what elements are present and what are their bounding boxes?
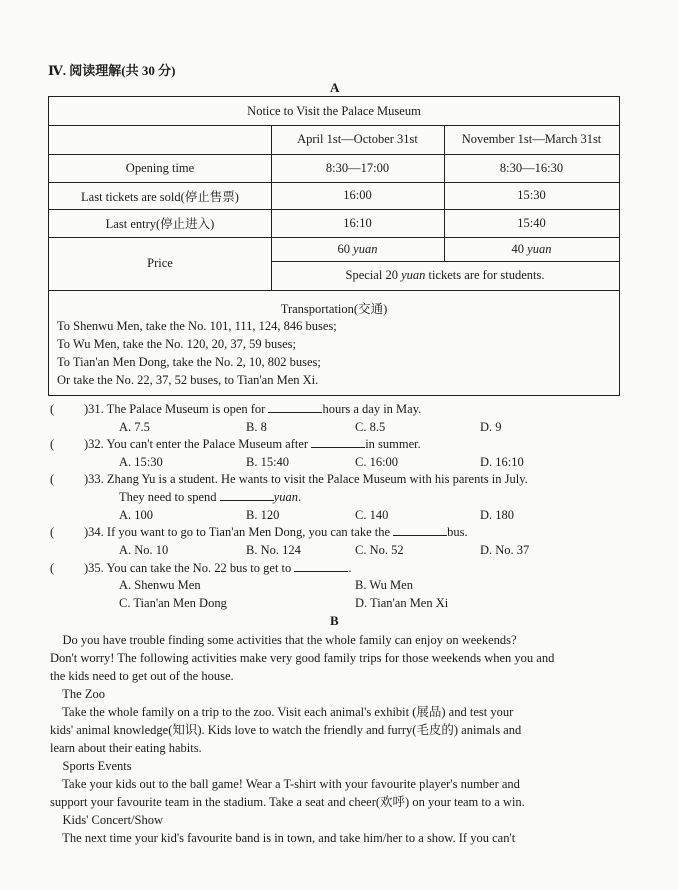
table-title: Notice to Visit the Palace Museum [247,103,421,118]
row-label: Last tickets are sold(停止售票) [81,189,239,204]
transport-line: To Wu Men, take the No. 120, 20, 37, 59 buses; [57,337,296,351]
question-text: )34. If you want to go to Tian'an Men Dong, you can take the [84,525,391,539]
option: B. 8 [246,420,267,434]
price-value: 40 [511,241,525,256]
option: B. 15:40 [246,455,290,469]
price-adult-1 [271,237,444,261]
passage-heading: Sports Events [50,759,132,773]
option: A. 100 [119,508,154,522]
transport-line: To Tian'an Men Dong, take the No. 2, 10, 802 buses; [57,355,321,369]
price-label: Price [147,256,173,270]
option: D. 180 [480,508,515,522]
passage-heading: Kids' Concert/Show [50,813,164,827]
question-text: )32. You can't enter the Palace Museum after [84,437,309,451]
row-value: 16:00 [343,188,372,202]
yuan-unit: yuan [401,268,426,282]
row-value: 15:30 [517,188,546,202]
question-31 [84,402,421,417]
price-adult-2 [444,237,619,261]
period-2-header: November 1st—March 31st [461,132,602,146]
row-label: Last entry(停止进入) [105,217,215,231]
yuan-unit: yuan [273,490,298,504]
option: C. No. 52 [355,543,404,557]
row-value: 8:30—17:00 [325,160,390,175]
student-price-note [271,261,619,290]
row-value: 16:10 [343,215,372,230]
notice-table [48,96,620,396]
option: C. 16:00 [355,455,399,469]
option: D. 16:10 [480,455,524,469]
option: A. No. 10 [119,543,169,557]
question-text: )31. The Palace Museum is open for [84,402,266,416]
question-text: . [348,561,352,575]
question-text: bus. [447,525,468,539]
passage-line: The next time your kid's favourite band is in town, and take him/her to a show. If you can't [50,831,516,845]
row-value: 15:40 [517,215,546,230]
question-paren: ( [50,561,55,575]
section-title: Ⅳ. 阅读理解(共 30 分) [48,63,176,78]
passage-line: support your favourite team in the stadium. Take a seat and cheer(欢呼) on your team to a win. [50,795,525,809]
row-value: 8:30—16:30 [499,160,564,175]
question-text: They need to spend [119,490,217,504]
yuan-unit: yuan [353,241,378,256]
passage-line: Take your kids out to the ball game! Wear a T-shirt with your favourite player's number and [50,777,520,791]
answer-blank[interactable] [220,490,274,501]
question-text: hours a day in May. [322,402,422,416]
passage-line: kids' animal knowledge(知识). Kids love to watch the friendly and furry(毛皮的) animals and [50,723,522,737]
question-32 [84,437,421,452]
passage-line: Do you have trouble finding some activities that the whole family can enjoy on weekends? [50,633,517,647]
passage-line: learn about their eating habits. [50,741,202,755]
option: A. 7.5 [119,420,150,434]
option: C. 8.5 [355,420,386,434]
option: A. Shenwu Men [119,578,201,592]
question-paren: ( [50,402,55,416]
option: B. No. 124 [246,543,301,557]
yuan-unit: yuan [527,241,552,256]
question-paren: ( [50,437,55,451]
passage-line: Take the whole family on a trip to the zoo. Visit each animal's exhibit (展品) and test your [50,705,514,719]
option: D. Tian'an Men Xi [355,596,449,610]
answer-blank[interactable] [311,437,365,448]
question-35 [84,561,352,576]
question-text: in summer. [365,437,421,451]
answer-blank[interactable] [393,525,447,536]
transport-line: To Shenwu Men, take the No. 101, 111, 124, 846 buses; [57,319,337,333]
transport-line: Or take the No. 22, 37, 52 buses, to Tian'an Men Xi. [57,373,319,387]
passage-line: the kids need to get out of the house. [50,669,234,683]
answer-blank[interactable] [294,561,348,572]
period-1-header: April 1st—October 31st [297,132,418,146]
option: B. Wu Men [355,578,413,592]
question-33-line2: They need to spend yuan. [119,490,302,504]
question-34 [84,525,468,540]
price-value: 60 [337,241,351,256]
question-33: )33. Zhang Yu is a student. He wants to visit the Palace Museum with his parents in July. [84,472,528,486]
part-a-label: A [330,80,340,95]
passage-line: Don't worry! The following activities make very good family trips for those weekends when you and [50,651,555,665]
special-post: tickets are for students. [428,268,545,282]
row-label: Opening time [125,160,195,175]
part-b-label: B [330,613,339,628]
option: D. No. 37 [480,543,530,557]
question-paren: ( [50,525,55,539]
question-text: )35. You can take the No. 22 bus to get to [84,561,292,575]
answer-blank[interactable] [268,402,322,413]
option: B. 120 [246,508,280,522]
passage-heading: The Zoo [50,687,105,701]
option: C. 140 [355,508,389,522]
question-paren: ( [50,472,55,486]
special-pre: Special 20 [345,268,398,282]
option: C. Tian'an Men Dong [119,596,227,610]
option: D. 9 [480,420,502,434]
option: A. 15:30 [119,455,163,469]
transport-title: Transportation(交通) [280,302,388,316]
